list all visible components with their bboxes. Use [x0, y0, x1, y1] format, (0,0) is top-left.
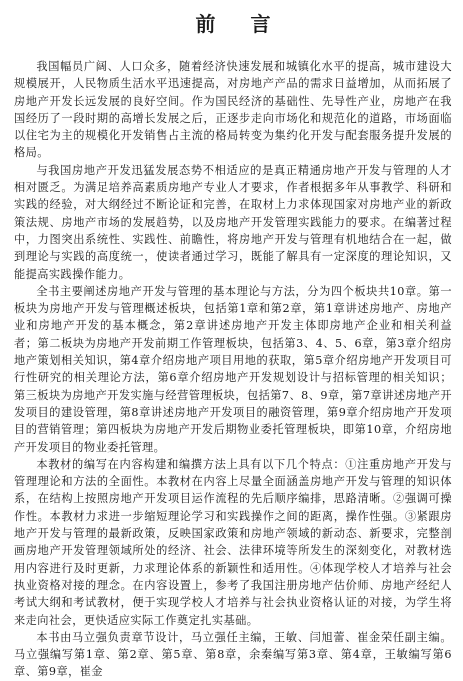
paragraph-5: 本书由马立强负责章节设计，马立强任主编，王敏、闫旭蕾、崔金荣任副主编。马立强编写第1章、第2章、第5章、第8章，余秦编写第3章、第4章，王敏编写第6章、第9章，崔金 [14, 630, 452, 679]
paragraph-4: 本教材的编写在内容构建和编撰方法上具有以下几个特点：①注重房地产开发与管理理论和方法的全面性。本教材在内容上尽量全面涵盖房地产开发与管理的知识体系，在结构上按照房地产开发项目运作流程的先后顺序编排，思路清晰。②强调可操作性。本教材力求进一步缩短理论学习和实践操作之间的距离，操作性强。③紧跟房地产开发与管理的最新政策，反映国家政策和房地产领域的新动态、新要求，完整剖画房地产开发管理领域所处的经济、社会、法律环境等所发生的深刻变化，对教材选用内容进行及时更新，力求理论体系的新颖性和适用性。④体现学校人才培养与社会执业资格对接的理念。在内容设置上，参考了我国注册房地产估价师、房地产经纪人考试大纲和考试教材，便于实现学校人才培养与社会执业资格认证的对接，为学生将来走向社会，更快适应实际工作奠定扎实基础。 [14, 457, 452, 627]
page-title: 前 言 [195, 12, 285, 36]
document-page [14, 0, 452, 679]
paragraph-1: 我国幅员广阔、人口众多，随着经济快速发展和城镇化水平的提高，城市建设大规模展开，人民物质生活水平迅速提高，对房地产产品的需求日益增加，从而拓展了房地产开发长远发展的良好空间。作为国民经济的基础性、先导性产业，房地产在我国经历了一段时期的高增长发展之后，正逐步走向市场化和规范化的道路，市场面临以住宅为主的规模化开发销售占主流的格局转变为集约化开发与配套服务提升发展的格局。 [14, 60, 452, 160]
paragraph-2: 与我国房地产开发迅猛发展态势不相适应的是真正精通房地产开发与管理的人才相对匮乏。为满足培养高素质房地产专业人才要求，作者根据多年从事教学、科研和实践的经验，对大纲经过不断论证和完善，在取材上力求体现国家对房地产业的新政策法规、房地产市场的发展趋势，以及房地产开发管理实践能力的要求。在编著过程中，力图突出系统性、实践性、前瞻性，将房地产开发与管理有机地结合在一起，做到理论与实践的高度统一，使读者通过学习，既能了解具有一定深度的理论知识，又能提高实践操作能力。 [14, 163, 452, 281]
paragraph-3: 全书主要阐述房地产开发与管理的基本理论与方法，分为四个板块共10章。第一板块为房地产开发与管理概述板块，包括第1章和第2章，第1章讲述房地产、房地产业和房地产开发的基本概念，第2章讲述房地产开发主体即房地产企业和相关利益者；第二板块为房地产开发前期工作管理板块，包括第3、4、5、6章，第3章介绍房地产策划相关知识，第4章介绍房地产项目用地的获取，第5章介绍房地产开发项目可行性研究的相关理论方法，第6章介绍房地产开发规划设计与招标管理的相关知识；第三板块为房地产开发实施与经营管理板块，包括第7、8、9章，第7章讲述房地产开发项目的建设管理，第8章讲述房地产开发项目的融资管理，第9章介绍房地产开发项目的营销管理；第四板块为房地产开发后期物业委托管理板块，即第10章，介绍房地产开发项目的物业委托管理。 [14, 284, 452, 454]
